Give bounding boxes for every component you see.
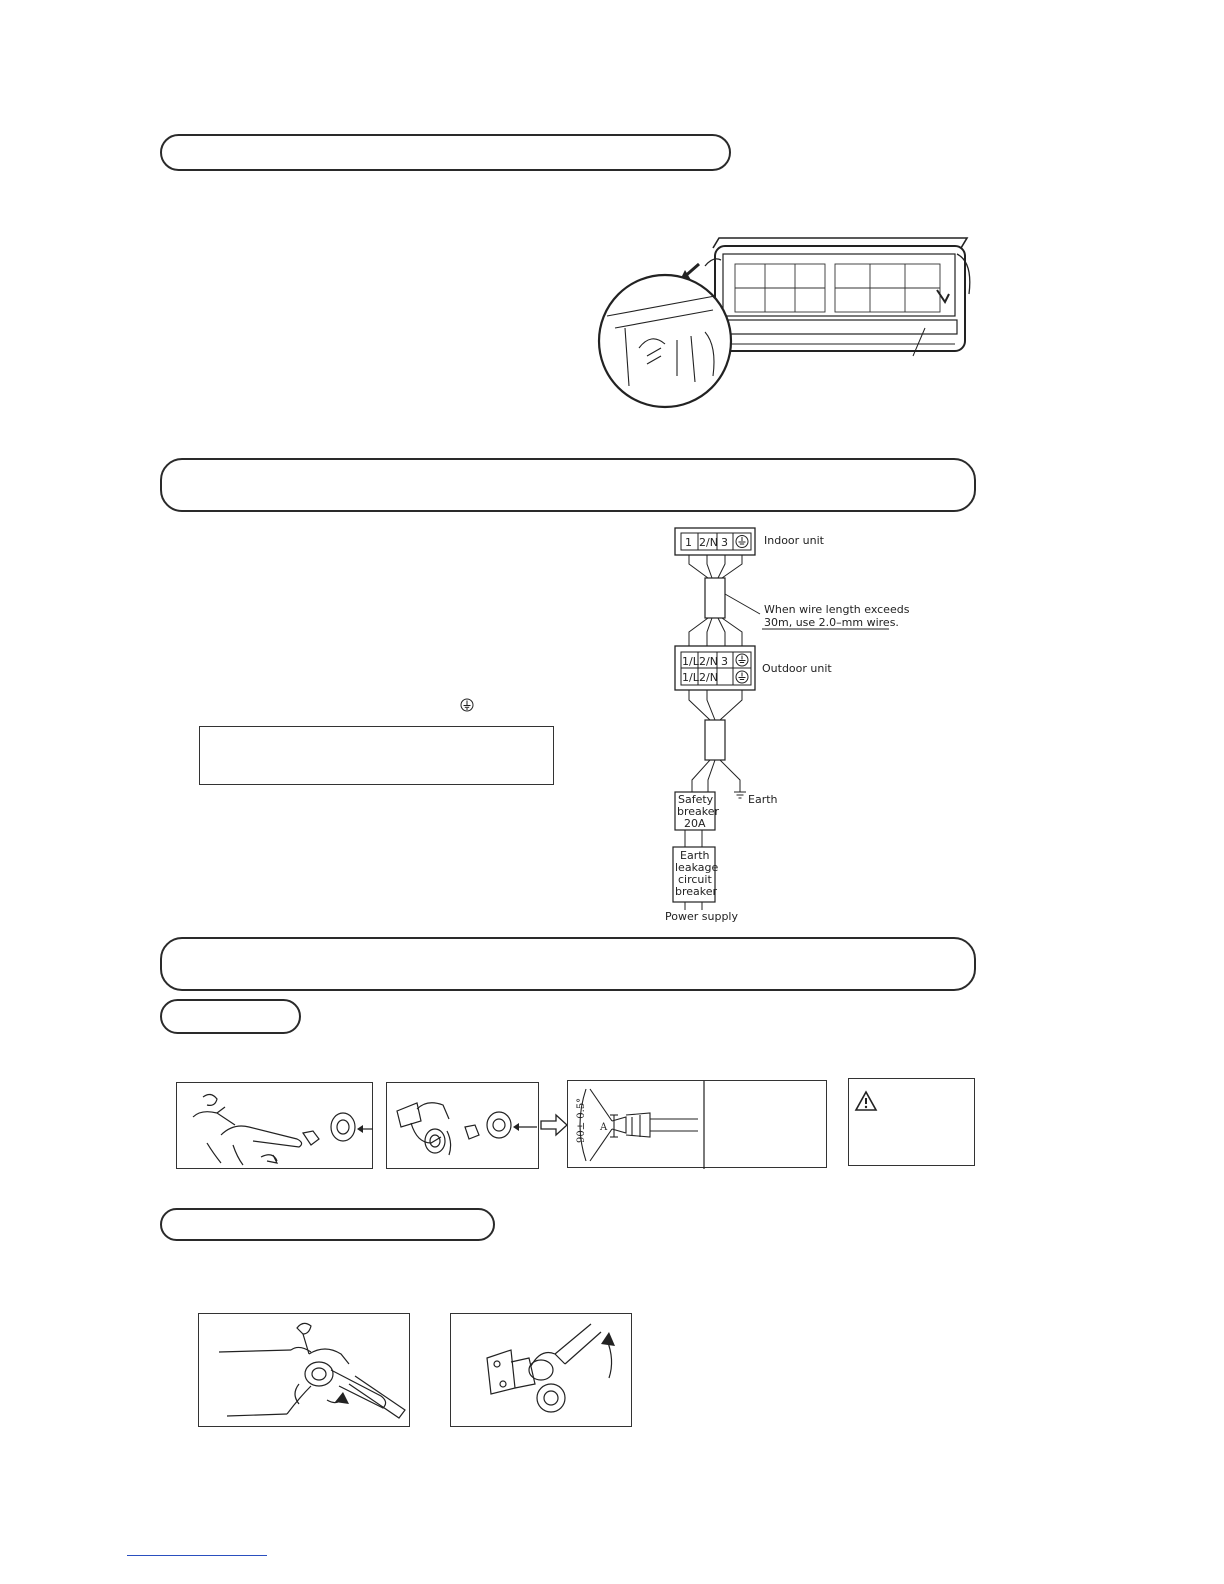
caution-box xyxy=(848,1078,975,1166)
wiring-diagram xyxy=(640,522,910,927)
elcb-line3: circuit xyxy=(678,873,712,886)
indoor-earth-terminal xyxy=(736,536,748,548)
safety-breaker-line2: breaker xyxy=(677,805,720,818)
outdoor-terminal-2n: 2/N xyxy=(699,655,718,668)
flaring-figure-1 xyxy=(176,1082,373,1169)
right-arrow-icon xyxy=(540,1114,568,1136)
earth-ground-icon xyxy=(460,698,474,712)
earth-symbol xyxy=(734,792,746,798)
subsection-header-connection xyxy=(160,1208,495,1241)
note-box xyxy=(199,726,554,785)
subsection-header-flaring xyxy=(160,999,301,1034)
flare-dimension-label: A xyxy=(600,1122,608,1133)
outdoor-terminal-1l-row2: 1/L xyxy=(682,671,699,684)
elcb-line2: leakage xyxy=(675,861,719,874)
wire-note-line1: When wire length exceeds xyxy=(764,603,910,616)
section-header-1 xyxy=(160,134,731,171)
wire-note-line2: 30m, use 2.0–mm wires. xyxy=(764,616,899,629)
flare-angle-label: 90± 0.5° xyxy=(576,1097,587,1143)
connection-figure-1 xyxy=(198,1313,410,1427)
outdoor-unit-label: Outdoor unit xyxy=(762,662,832,675)
connection-figure-2 xyxy=(450,1313,632,1427)
flare-dimension-figure xyxy=(567,1080,827,1168)
section-header-3 xyxy=(160,937,976,991)
earth-label: Earth xyxy=(748,793,778,806)
outdoor-terminal-1l: 1/L xyxy=(682,655,699,668)
elcb-line4: breaker xyxy=(675,885,718,898)
safety-breaker-line1: Safety xyxy=(678,793,714,806)
indoor-unit-illustration xyxy=(595,236,985,406)
indoor-terminal-2n: 2/N xyxy=(699,536,718,549)
outdoor-terminal-3: 3 xyxy=(721,655,728,668)
outdoor-terminal-2n-row2: 2/N xyxy=(699,671,718,684)
elcb-line1: Earth xyxy=(680,849,710,862)
footer-link-underline xyxy=(127,1555,267,1556)
section-header-2 xyxy=(160,458,976,512)
warning-triangle-icon xyxy=(855,1091,877,1111)
indoor-terminal-3: 3 xyxy=(721,536,728,549)
safety-breaker-rating: 20A xyxy=(684,817,706,830)
power-supply-label: Power supply xyxy=(665,910,738,923)
flaring-figure-2 xyxy=(386,1082,539,1169)
indoor-unit-label: Indoor unit xyxy=(764,534,824,547)
indoor-terminal-1: 1 xyxy=(685,536,692,549)
